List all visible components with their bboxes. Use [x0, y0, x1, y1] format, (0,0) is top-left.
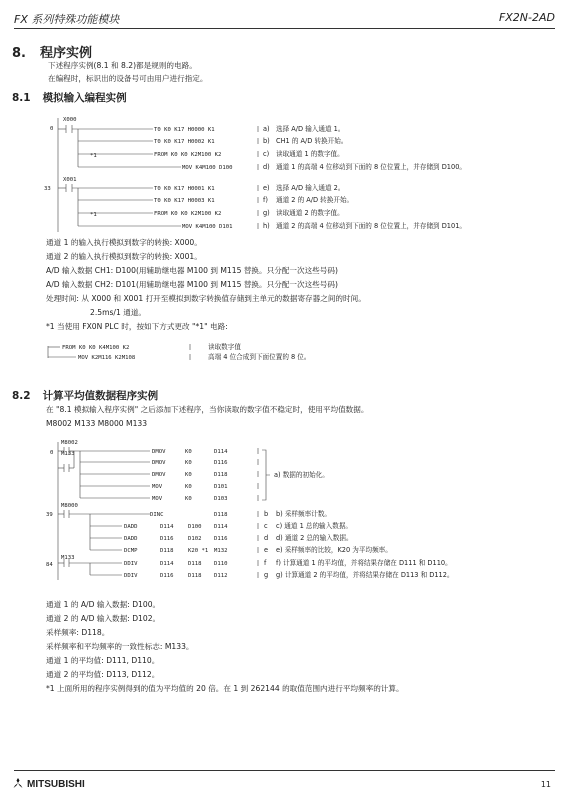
comment: a) 数据的初始化。: [274, 471, 329, 479]
comment: f) 计算通道 1 的平均值，并将结果存储在 D111 和 D110。: [276, 559, 452, 567]
intro-line-2: 在编程时，标识出的设备号可由用户进行指定。: [48, 74, 208, 83]
step-number: 0: [50, 126, 54, 132]
label: e: [264, 546, 269, 554]
instruction: MOV: [152, 484, 163, 490]
operand: D100: [188, 524, 202, 530]
header-model: FX2N-2AD: [498, 11, 555, 24]
note: 通道 2 的平均值: D113, D112。: [46, 670, 160, 679]
note: 采样频率和平均频率的一致性标志: M133。: [46, 642, 194, 651]
operand: D118: [214, 472, 228, 478]
step-number: 0: [50, 450, 54, 456]
instruction: DADD: [124, 524, 138, 530]
section-title: 计算平均值数据程序实例: [42, 390, 159, 402]
operand: D101: [214, 484, 228, 490]
operand: D118: [188, 561, 202, 567]
comment: 读取数字值: [208, 343, 241, 351]
operand: D114: [214, 524, 228, 530]
step-number: 33: [44, 186, 51, 192]
instruction: DADD: [124, 536, 138, 542]
footer-rule: [14, 770, 555, 771]
contact-label: X001: [63, 177, 77, 183]
label: g): [263, 209, 270, 217]
comment: 选择 A/D 输入通道 2。: [276, 184, 345, 192]
section-title: 模拟输入编程实例: [42, 92, 127, 104]
instruction: T0 K0 K17 H0003 K1: [154, 198, 215, 204]
note: 通道 2 的 A/D 输入数据: D102。: [46, 614, 161, 623]
comment: c) 通道 1 总的输入数据。: [276, 522, 353, 530]
contact-label: X000: [63, 117, 77, 123]
note: A/D 输入数据 CH1: D100(用辅助继电器 M100 到 M115 替换。只分配一次这些号码): [46, 266, 338, 275]
contact-label: M133: [61, 451, 75, 457]
operand: D116: [160, 573, 174, 579]
operand: D110: [214, 561, 228, 567]
contact-label: M8000: [61, 503, 78, 509]
operand: D118: [214, 512, 228, 518]
operand: D114: [214, 449, 228, 455]
header-series: FX 系列特殊功能模块: [14, 13, 120, 26]
operand: D102: [188, 536, 202, 542]
mitsubishi-diamond-icon: [12, 778, 24, 788]
note-mark: *1: [90, 153, 97, 159]
instruction: MOV K4M100 D101: [182, 224, 233, 230]
comment: 通道 2 的 A/D 转换开始。: [276, 196, 354, 204]
operand: D116: [214, 460, 228, 466]
operand: K20 *1: [188, 548, 209, 554]
label: b): [263, 137, 270, 145]
instruction: DCMP: [124, 548, 138, 554]
instruction: FROM K0 K0 K2M100 K2: [154, 152, 222, 158]
label: f: [264, 559, 267, 567]
device-list: M8002 M133 M8000 M133: [46, 419, 148, 428]
comment: d) 通道 2 总的输入数据。: [276, 534, 353, 542]
operand: D103: [214, 496, 228, 502]
comment: 通道 2 的高端 4 位移动到下面的 8 位位置上，并存储到 D101。: [276, 222, 466, 230]
instruction: T0 K0 K17 H0002 K1: [154, 139, 215, 145]
label: f): [263, 196, 268, 204]
section-number: 8.: [12, 46, 26, 61]
operand: M132: [214, 548, 228, 554]
note: 通道 1 的输入执行模拟到数字的转换: X000。: [46, 238, 202, 247]
operand: D114: [160, 524, 174, 530]
comment: CH1 的 A/D 转换开始。: [276, 137, 348, 145]
brand-logo: [12, 778, 85, 790]
comment: g) 计算通道 2 的平均值，并将结果存储在 D113 和 D112。: [276, 571, 454, 579]
operand: D116: [214, 536, 228, 542]
init-rows: [152, 449, 228, 502]
instruction: DDIV: [124, 573, 138, 579]
note: *1 上面所用的程序实例得到的值为平均值的 20 倍。在 1 到 262144 的取值范围内进行平均频率的计算。: [46, 684, 404, 693]
section-title: 程序实例: [39, 46, 92, 61]
note: 处理时间: 从 X000 和 X001 打开至模拟到数字转换值存储到主单元的数据寄存器之间的时间。: [46, 294, 366, 303]
section-number: 8.1: [12, 92, 31, 104]
note: A/D 输入数据 CH2: D101(用辅助继电器 M100 到 M115 替换。只分配一次这些号码): [46, 280, 338, 289]
operand: K0: [185, 484, 192, 490]
operand: K0: [185, 472, 192, 478]
comment: e) 采样频率的比较，K20 为平均频率。: [276, 546, 392, 554]
label: a): [263, 125, 270, 133]
instruction: FROM K0 K0 K2M100 K2: [154, 211, 222, 217]
instruction: MOV: [152, 496, 163, 502]
instruction: MOV K2M116 K2M108: [78, 355, 136, 361]
instruction: DDIV: [124, 561, 138, 567]
section-number: 8.2: [12, 390, 31, 402]
step-number: 39: [46, 512, 53, 518]
brand-name: MITSUBISHI: [27, 779, 85, 790]
label: c: [264, 522, 268, 530]
comment: b) 采样频率计数。: [276, 510, 332, 518]
intro: 在 "8.1 模拟输入程序实例" 之后添加下述程序，当你读取的数字值不稳定时，使用平均值数据。: [46, 405, 369, 414]
label: d): [263, 163, 270, 171]
note: *1 当使用 FX0N PLC 时，按如下方式更改 "*1" 电路:: [46, 322, 228, 331]
label: h): [263, 222, 270, 230]
instruction: MOV K4M100 D100: [182, 165, 233, 171]
page-number: 11: [540, 780, 551, 789]
operand: K0: [185, 449, 192, 455]
comment: 通道 1 的高端 4 位移动到下面的 8 位位置上，并存储到 D100。: [276, 163, 466, 171]
operand: K0: [185, 460, 192, 466]
operand: K0: [185, 496, 192, 502]
comment: 读取通道 2 的数字值。: [276, 209, 344, 217]
note: 通道 1 的 A/D 输入数据: D100。: [46, 600, 161, 609]
instruction: DMOV: [152, 472, 166, 478]
note: 通道 2 的输入执行模拟到数字的转换: X001。: [46, 252, 202, 261]
operand: D118: [188, 573, 202, 579]
contact-label: M133: [61, 555, 75, 561]
note: 采样频率: D118。: [46, 628, 110, 637]
label: d: [264, 534, 269, 542]
note: 2.5ms/1 通道。: [90, 308, 147, 317]
operand: D118: [160, 548, 174, 554]
label: e): [263, 184, 270, 192]
operand: D112: [214, 573, 228, 579]
body-labels: [264, 509, 454, 580]
contact-label: M8002: [61, 440, 78, 446]
label: g: [264, 571, 269, 579]
note: 通道 1 的平均值: D111, D110。: [46, 656, 160, 665]
comment: 高端 4 位合成到下面位置的 8 位。: [208, 353, 311, 361]
comment: 选择 A/D 输入通道 1。: [276, 125, 345, 133]
label: b: [264, 510, 269, 518]
instruction: DMOV: [152, 449, 166, 455]
body-rows: [124, 512, 228, 579]
note-mark: *1: [90, 212, 97, 218]
operand: D116: [160, 536, 174, 542]
label: c): [263, 150, 270, 158]
instruction: DINC: [150, 512, 164, 518]
operand: D114: [160, 561, 174, 567]
instruction: FROM K0 K0 K4M100 K2: [62, 345, 130, 351]
instruction: T0 K0 K17 H0001 K1: [154, 186, 215, 192]
step-number: 84: [46, 562, 53, 568]
comment: 读取通道 1 的数字值。: [276, 150, 344, 158]
instruction: DMOV: [152, 460, 166, 466]
intro-line-1: 下述程序实例(8.1 和 8.2)都是规则的电路。: [48, 61, 197, 70]
instruction: T0 K0 K17 H0000 K1: [154, 127, 215, 133]
